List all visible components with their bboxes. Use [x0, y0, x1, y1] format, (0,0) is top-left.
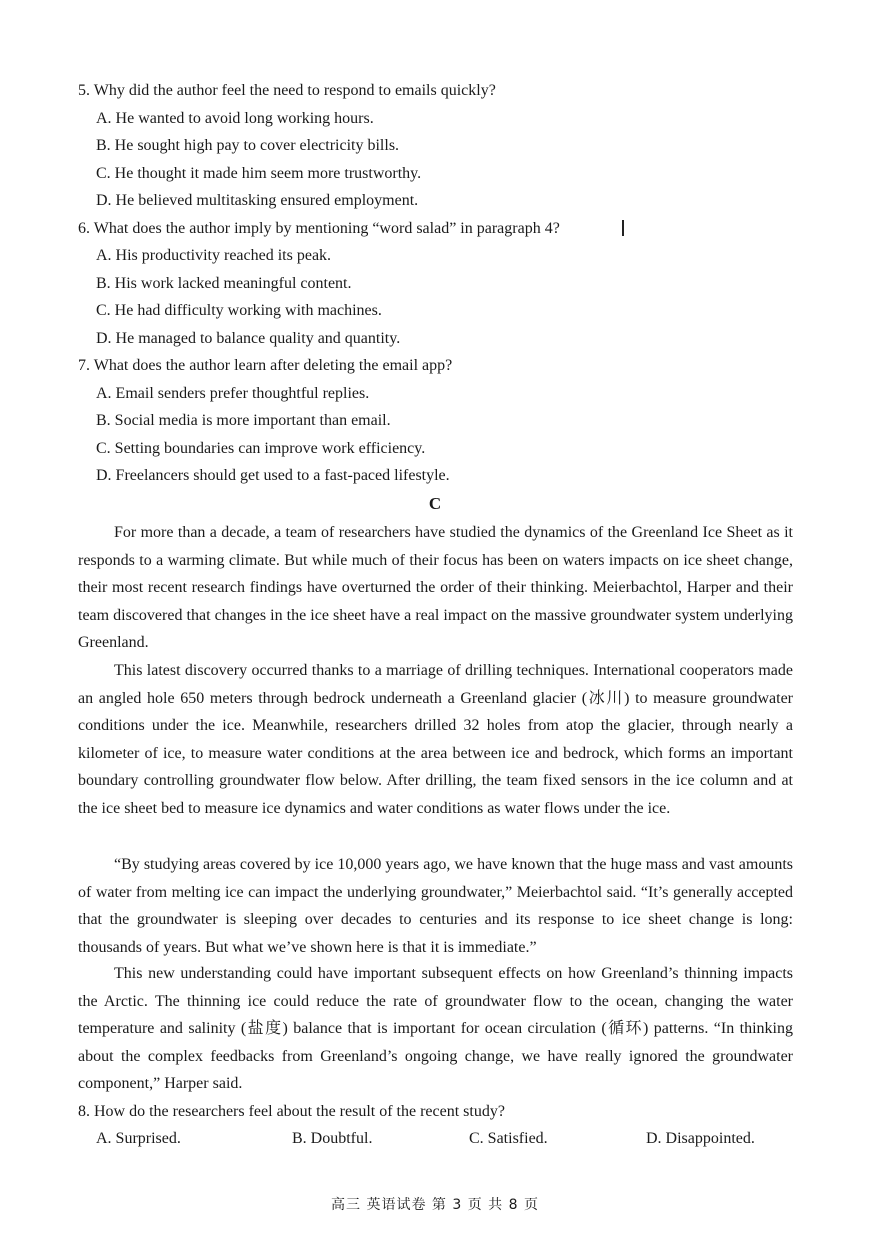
page-footer: 高三 英语试卷 第 3 页 共 8 页: [331, 1197, 539, 1213]
question-7-option-d: D. Freelancers should get used to a fast-paced lifestyle.: [96, 467, 450, 484]
question-5-option-c: C. He thought it made him seem more trustworthy.: [96, 165, 422, 182]
section-heading: C: [428, 494, 442, 513]
question-6-stem: 6. What does the author imply by mentioning “word salad” in paragraph 4?: [78, 220, 560, 237]
question-7-option-b: B. Social media is more important than email.: [96, 412, 391, 429]
question-8-option-a: A. Surprised.: [96, 1130, 181, 1147]
question-5-option-a: A. He wanted to avoid long working hours.: [96, 110, 374, 127]
question-8-options: [96, 1130, 796, 1150]
question-5-option-d: D. He believed multitasking ensured employment.: [96, 192, 419, 209]
question-5-stem: 5. Why did the author feel the need to respond to emails quickly?: [78, 82, 496, 99]
question-6-option-d: D. He managed to balance quality and quantity.: [96, 330, 401, 347]
question-7-option-c: C. Setting boundaries can improve work efficiency.: [96, 440, 426, 457]
question-7-stem: 7. What does the author learn after deleting the email app?: [78, 357, 453, 374]
passage-paragraph-4: This new understanding could have important subsequent effects on how Greenland’s thinning impacts the Arctic. The thinning ice could reduce the rate of groundwater flow to the ocean, changing the water temperature and salinity (盐度) balance that is important for ocean circulation (循环) patterns. “In thinking about the complex feedbacks from Greenland’s ongoing change, we have really ignored the groundwater component,” Harper said.: [78, 965, 793, 1093]
question-7-option-a: A. Email senders prefer thoughtful replies.: [96, 385, 370, 402]
passage-paragraph-3: “By studying areas covered by ice 10,000 years ago, we have known that the huge mass and vast amounts of water from melting ice can impact the underlying groundwater,” Meierbachtol said. “It’s generally accepted that the groundwater is sleeping over decades to centuries and its response to ice sheet change is long: thousands of years. But what we’ve shown here is that it is immediate.”: [78, 856, 793, 956]
question-6-option-b: B. His work lacked meaningful content.: [96, 275, 352, 292]
question-8-stem: 8. How do the researchers feel about the result of the recent study?: [78, 1103, 505, 1120]
question-6-option-c: C. He had difficulty working with machines.: [96, 302, 382, 319]
question-5-option-b: B. He sought high pay to cover electricity bills.: [96, 137, 400, 154]
passage-paragraph-2: This latest discovery occurred thanks to a marriage of drilling techniques. International cooperators made an angled hole 650 meters through bedrock underneath a Greenland glacier (冰川) to measure groundwater conditions under the ice. Meanwhile, researchers drilled 32 holes from atop the glacier, through nearly a kilometer of ice, to measure water conditions at the area between ice and bedrock, which forms an important boundary controlling groundwater flow below. After drilling, the team fixed sensors in the ice column and at the ice sheet bed to measure ice dynamics and water conditions as water flows under the ice.: [78, 662, 793, 817]
question-8-option-d: D. Disappointed.: [646, 1130, 755, 1147]
passage-paragraph-1: For more than a decade, a team of researchers have studied the dynamics of the Greenland Ice Sheet as it responds to a warming climate. But while much of their focus has been on waters impacts on ice sheet change, their most recent research findings have overturned the order of their thinking. Meierbachtol, Harper and their team discovered that changes in the ice sheet have a real impact on the massive groundwater system underlying Greenland.: [78, 524, 793, 652]
question-8-option-b: B. Doubtful.: [292, 1130, 373, 1147]
pen-mark: [622, 220, 624, 236]
question-8-option-c: C. Satisfied.: [469, 1130, 548, 1147]
question-6-option-a: A. His productivity reached its peak.: [96, 247, 332, 264]
